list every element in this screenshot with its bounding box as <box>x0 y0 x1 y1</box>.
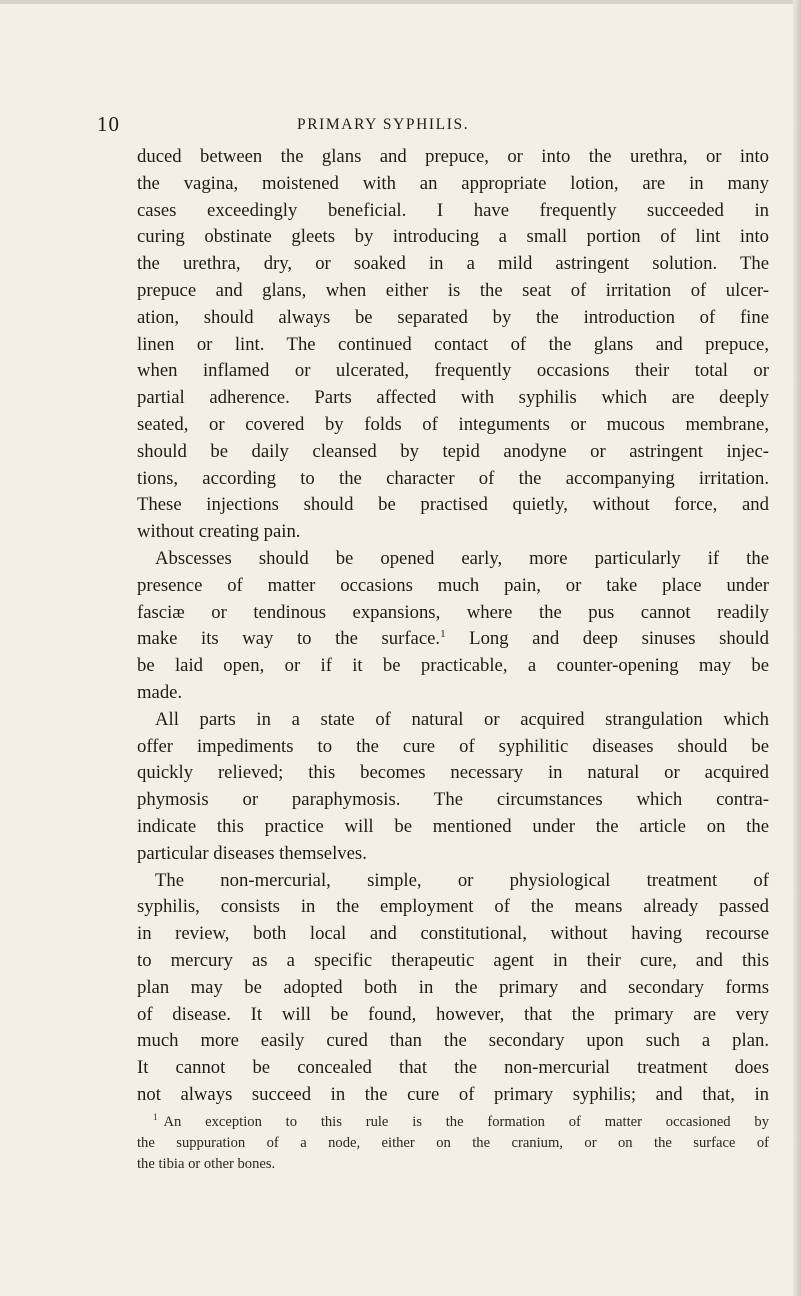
text-line: in review, both local and constitutional, without having recourse <box>137 923 769 945</box>
text-line: indicate this practice will be mentioned under the article on the <box>137 815 769 837</box>
page-number: 10 <box>97 112 120 136</box>
footnote-text: An exception to this rule is the formation of matter occasioned by <box>163 1114 769 1130</box>
text-line: quickly relieved; this becomes necessary in natural or acquired <box>137 762 769 784</box>
text-line: the urethra, dry, or soaked in a mild astringent solution. The <box>137 253 769 275</box>
page-header <box>0 112 801 142</box>
text-line: should be daily cleansed by tepid anodyne or astringent injec- <box>137 440 769 462</box>
text-line-with-footnote <box>137 626 769 653</box>
text-line: to mercury as a specific therapeutic agent in their cure, and this <box>137 949 769 971</box>
text-line: be laid open, or if it be practicable, a counter-opening may be <box>137 655 769 677</box>
text-line: particular diseases themselves. <box>137 842 367 864</box>
text-line: of disease. It will be found, however, that the primary are very <box>137 1003 769 1025</box>
body-text <box>137 144 769 1109</box>
text-line: plan may be adopted both in the primary and secondary forms <box>137 976 769 998</box>
footnote-line: the suppuration of a node, either on the cranium, or on the surface of <box>137 1135 769 1151</box>
footnote-marker: 1 <box>153 1112 158 1123</box>
text-line: duced between the glans and prepuce, or into the urethra, or into <box>137 146 769 167</box>
text-line: not always succeed in the cure of primary syphilis; and that, in <box>137 1083 769 1105</box>
text-line: partial adherence. Parts affected with syphilis which are deeply <box>137 387 769 409</box>
text-line: seated, or covered by folds of integuments or mucous membrane, <box>137 413 769 435</box>
text-line: when inflamed or ulcerated, frequently occasions their total or <box>137 360 769 382</box>
page-right-edge <box>793 0 801 1296</box>
text-line: the vagina, moistened with an appropriate lotion, are in many <box>137 172 769 194</box>
text-line: curing obstinate gleets by introducing a small portion of lint into <box>137 226 769 248</box>
text-line: offer impediments to the cure of syphilitic diseases should be <box>137 735 769 757</box>
text-fragment: make its way to the surface. <box>137 628 441 650</box>
text-line: ation, should always be separated by the introduction of fine <box>137 306 769 328</box>
footnote-line: the tibia or other bones. <box>137 1156 276 1172</box>
text-line: All parts in a state of natural or acquired strangulation which <box>155 708 769 730</box>
text-line: much more easily cured than the secondary upon such a plan. <box>137 1030 769 1052</box>
text-line: Abscesses should be opened early, more particularly if the <box>155 547 769 569</box>
text-line: presence of matter occasions much pain, or take place under <box>137 574 769 596</box>
text-line: tions, according to the character of the accompanying irritation. <box>137 467 769 489</box>
footnotes <box>137 1112 769 1175</box>
text-fragment: Long and deep sinuses should <box>445 628 769 650</box>
text-line: It cannot be concealed that the non-mercurial treatment does <box>137 1057 769 1079</box>
footnote-line <box>137 1112 769 1133</box>
text-line: phymosis or paraphymosis. The circumstances which contra- <box>137 789 769 811</box>
running-title: PRIMARY SYPHILIS. <box>297 116 470 133</box>
text-line: cases exceedingly beneficial. I have frequently succeeded in <box>137 199 769 221</box>
text-line: These injections should be practised quietly, without force, and <box>137 494 769 516</box>
text-line: prepuce and glans, when either is the seat of irritation of ulcer- <box>137 279 769 301</box>
text-line: without creating pain. <box>137 521 301 543</box>
text-line: linen or lint. The continued contact of the glans and prepuce, <box>137 333 769 355</box>
text-line: made. <box>137 681 183 703</box>
footnote-reference: 1 <box>440 628 446 641</box>
text-line: fasciæ or tendinous expansions, where the pus cannot readily <box>137 601 769 623</box>
text-line: syphilis, consists in the employment of the means already passed <box>137 896 769 918</box>
text-line: The non-mercurial, simple, or physiological treatment of <box>155 869 769 891</box>
page-top-edge <box>0 0 801 4</box>
